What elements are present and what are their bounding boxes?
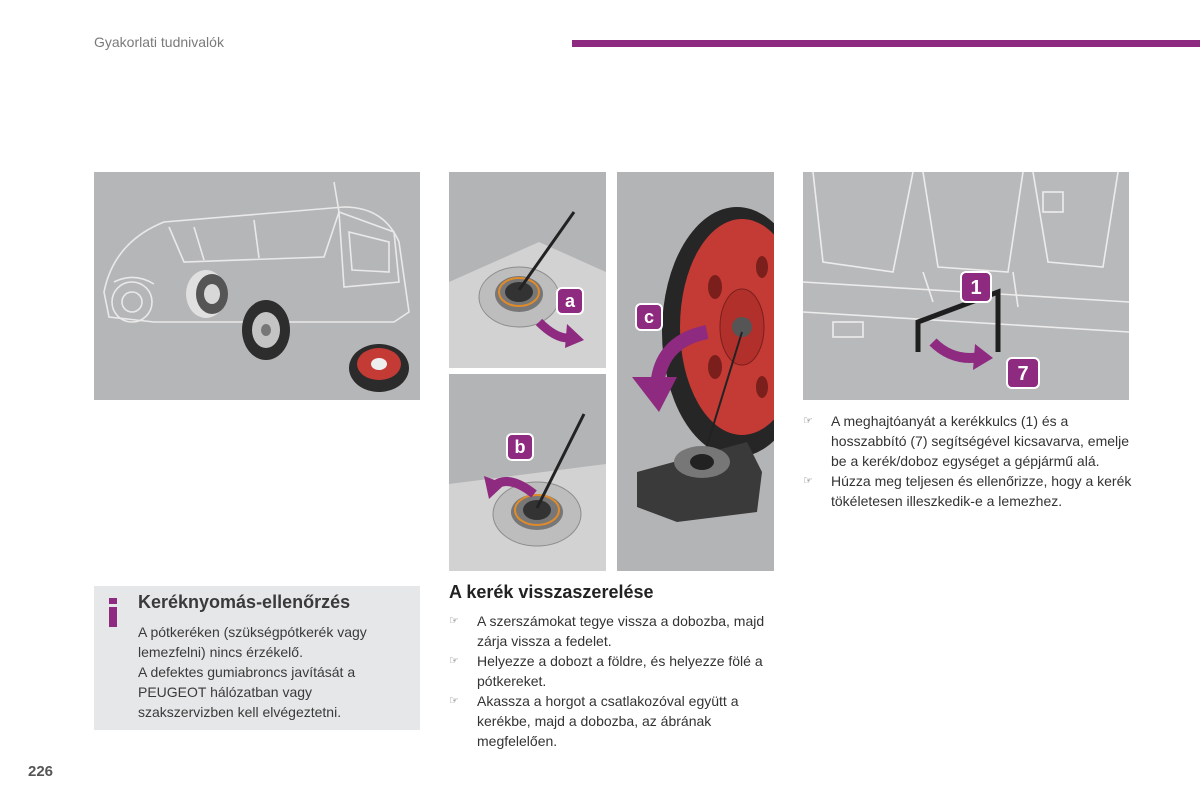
rotate-winch-illustration	[449, 374, 606, 571]
svg-text:7: 7	[1017, 363, 1029, 385]
pointing-hand-icon: ☞	[449, 695, 459, 707]
list-item	[803, 411, 1143, 471]
svg-text:1: 1	[970, 277, 982, 299]
list-item	[449, 651, 769, 691]
step-c-badge	[636, 304, 662, 330]
step-text: Helyezze a dobozt a földre, és helyezze fölé a pótkereket.	[477, 653, 763, 689]
list-item	[449, 611, 769, 651]
pointing-hand-icon: ☞	[449, 615, 459, 627]
info-box-paragraph: A pótkeréken (szükségpótkerék vagy lemezfelni) nincs érzékelő.	[138, 624, 367, 660]
header-accent-bar	[572, 40, 1200, 47]
wheel-brace-extension-illustration	[803, 172, 1129, 400]
unscrew-winch-illustration	[449, 172, 606, 368]
tighten-steps-list	[803, 411, 1143, 511]
info-box-tyre-pressure	[94, 586, 420, 730]
svg-text:b: b	[514, 437, 526, 457]
list-item	[449, 691, 769, 751]
svg-text:c: c	[643, 307, 655, 327]
step-text: A meghajtóanyát a kerékkulcs (1) és a hosszabbító (7) segítségével kicsavarva, emelje be a kerék/doboz egységet a gépjármű alá.	[831, 413, 1130, 469]
reinstall-steps-list	[449, 611, 769, 751]
car-spare-wheel-illustration	[94, 172, 420, 400]
info-box-body	[138, 622, 408, 722]
info-box-paragraph: A defektes gumiabroncs javítását a PEUGEOT hálózatban vagy szakszervizben kell elvégeztetni.	[138, 664, 356, 720]
tool-badge-1	[961, 272, 991, 302]
pointing-hand-icon: ☞	[449, 655, 459, 667]
svg-text:a: a	[564, 291, 576, 311]
page-number: 226	[28, 763, 54, 780]
tool-badge-7	[1007, 358, 1039, 388]
pointing-hand-icon: ☞	[803, 415, 813, 427]
info-icon	[106, 596, 120, 628]
step-b-badge	[507, 434, 533, 460]
header-title: Gyakorlati tudnivalók	[94, 34, 224, 50]
step-text: Húzza meg teljesen és ellenőrizze, hogy a kerék tökéletesen illeszkedik-e a lemezhez.	[831, 473, 1132, 509]
info-box-title: Keréknyomás-ellenőrzés	[138, 592, 351, 612]
pointing-hand-icon: ☞	[803, 475, 813, 487]
step-text: Akassza a horgot a csatlakozóval együtt a kerékbe, majd a dobozba, az ábrának megfelelően.	[477, 693, 739, 749]
step-text: A szerszámokat tegye vissza a dobozba, majd zárja vissza a fedelet.	[477, 613, 765, 649]
list-item	[803, 471, 1143, 511]
section-title: A kerék visszaszerelése	[449, 582, 654, 602]
step-a-badge	[557, 288, 583, 314]
lower-wheel-illustration	[617, 172, 774, 571]
